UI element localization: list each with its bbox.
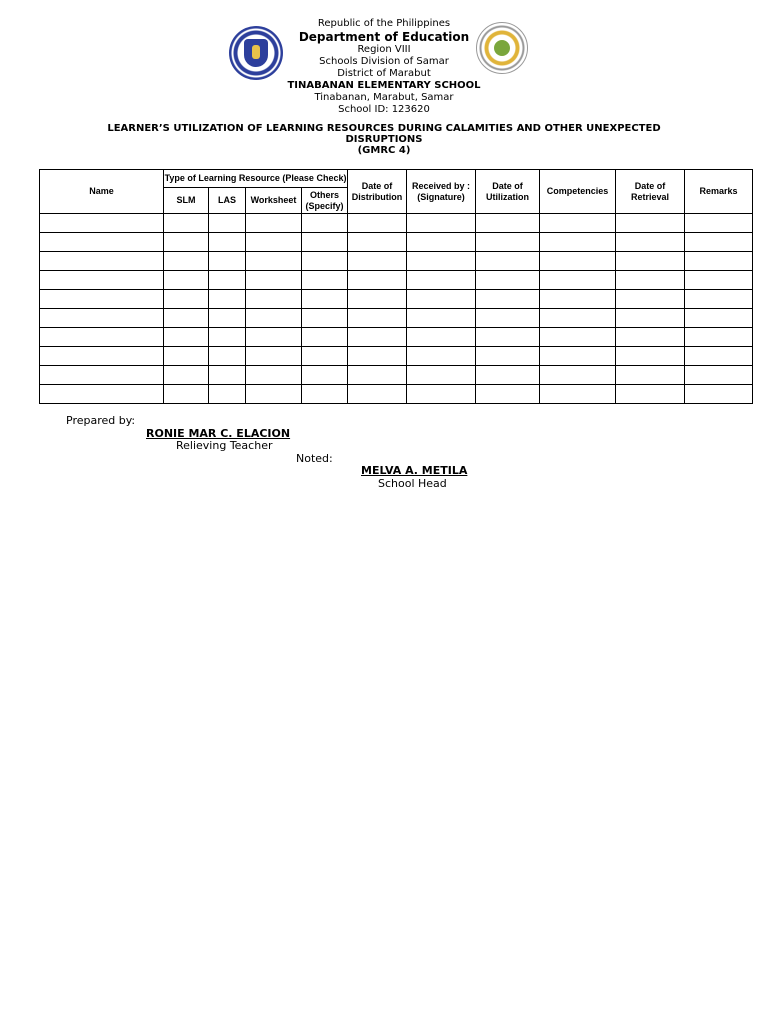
table-cell[interactable]: [685, 347, 753, 366]
table-cell[interactable]: [476, 366, 540, 385]
table-cell[interactable]: [616, 309, 685, 328]
school-head-name: MELVA A. METILA: [361, 464, 468, 477]
table-cell[interactable]: [685, 233, 753, 252]
table-cell[interactable]: [246, 347, 302, 366]
table-cell[interactable]: [348, 385, 407, 404]
table-cell[interactable]: [246, 214, 302, 233]
table-cell[interactable]: [685, 385, 753, 404]
table-cell[interactable]: [616, 385, 685, 404]
table-row: [40, 309, 753, 328]
table-cell[interactable]: [209, 385, 246, 404]
col-date-distribution: Date of Distribution: [348, 170, 407, 214]
table-row: [40, 366, 753, 385]
table-row: [40, 271, 753, 290]
table-row: [40, 385, 753, 404]
table-cell[interactable]: [407, 347, 476, 366]
table-cell[interactable]: [348, 309, 407, 328]
table-cell[interactable]: [302, 328, 348, 347]
letterhead: [0, 18, 768, 116]
table-cell[interactable]: [407, 214, 476, 233]
col-worksheet: Worksheet: [246, 188, 302, 214]
table-cell[interactable]: [40, 328, 164, 347]
table-cell[interactable]: [246, 271, 302, 290]
col-date-retrieval: Date of Retrieval: [616, 170, 685, 214]
table-cell[interactable]: [302, 385, 348, 404]
table-cell[interactable]: [407, 385, 476, 404]
table-cell[interactable]: [616, 271, 685, 290]
school-id: School ID: 123620: [338, 104, 430, 115]
table-row: [40, 328, 753, 347]
table-cell[interactable]: [540, 309, 616, 328]
table-cell[interactable]: [685, 328, 753, 347]
table-cell[interactable]: [540, 366, 616, 385]
table-cell[interactable]: [407, 271, 476, 290]
school-name: TINABANAN ELEMENTARY SCHOOL: [287, 80, 481, 91]
table-cell[interactable]: [348, 214, 407, 233]
table-cell[interactable]: [164, 252, 209, 271]
table-cell[interactable]: [348, 252, 407, 271]
table-cell[interactable]: [164, 347, 209, 366]
col-name: Name: [40, 170, 164, 214]
form-title: [0, 123, 768, 156]
table-cell[interactable]: [40, 290, 164, 309]
table-cell[interactable]: [476, 233, 540, 252]
table-cell[interactable]: [616, 366, 685, 385]
table-cell[interactable]: [685, 290, 753, 309]
table-cell[interactable]: [40, 233, 164, 252]
col-others: Others (Specify): [302, 188, 348, 214]
col-slm: SLM: [164, 188, 209, 214]
col-received-by: Received by : (Signature): [407, 170, 476, 214]
table-cell[interactable]: [246, 328, 302, 347]
table-cell[interactable]: [685, 214, 753, 233]
noted-label: Noted:: [296, 452, 333, 465]
table-cell[interactable]: [407, 252, 476, 271]
table-cell[interactable]: [348, 328, 407, 347]
table-cell[interactable]: [348, 366, 407, 385]
table-cell[interactable]: [407, 366, 476, 385]
table-cell[interactable]: [302, 366, 348, 385]
table-cell[interactable]: [164, 366, 209, 385]
table-cell[interactable]: [164, 385, 209, 404]
table-cell[interactable]: [616, 233, 685, 252]
table-cell[interactable]: [616, 347, 685, 366]
school-address: Tinabanan, Marabut, Samar: [314, 92, 454, 103]
region-line: Region VIII: [357, 44, 411, 55]
table-cell[interactable]: [476, 328, 540, 347]
col-las: LAS: [209, 188, 246, 214]
table-cell[interactable]: [348, 271, 407, 290]
prepared-by-label: Prepared by:: [66, 414, 136, 427]
table-cell[interactable]: [164, 309, 209, 328]
table-cell[interactable]: [40, 252, 164, 271]
table-cell[interactable]: [164, 290, 209, 309]
table-cell[interactable]: [164, 233, 209, 252]
table-cell[interactable]: [209, 309, 246, 328]
table-cell[interactable]: [164, 271, 209, 290]
form-title-line1: LEARNER’S UTILIZATION OF LEARNING RESOURCES DURING CALAMITIES AND OTHER UNEXPECTED: [107, 123, 661, 134]
table-row: [40, 347, 753, 366]
col-date-utilization: Date of Utilization: [476, 170, 540, 214]
table-cell[interactable]: [685, 252, 753, 271]
table-row: [40, 252, 753, 271]
table-cell[interactable]: [407, 328, 476, 347]
table-cell[interactable]: [476, 252, 540, 271]
table-cell[interactable]: [407, 290, 476, 309]
table-cell[interactable]: [209, 366, 246, 385]
table-cell[interactable]: [476, 290, 540, 309]
table-cell[interactable]: [40, 347, 164, 366]
table-cell[interactable]: [246, 233, 302, 252]
table-cell[interactable]: [209, 214, 246, 233]
division-line: Schools Division of Samar: [319, 56, 449, 67]
table-cell[interactable]: [246, 366, 302, 385]
table-cell[interactable]: [407, 233, 476, 252]
table-cell[interactable]: [302, 233, 348, 252]
table-cell[interactable]: [40, 309, 164, 328]
table-cell[interactable]: [209, 347, 246, 366]
table-cell[interactable]: [209, 252, 246, 271]
table-cell[interactable]: [40, 271, 164, 290]
table-cell[interactable]: [616, 290, 685, 309]
department-name: Department of Education: [298, 30, 470, 44]
table-cell[interactable]: [476, 385, 540, 404]
school-head-title: School Head: [378, 477, 447, 490]
table-cell[interactable]: [40, 385, 164, 404]
table-cell[interactable]: [476, 347, 540, 366]
table-cell[interactable]: [209, 328, 246, 347]
table-cell[interactable]: [616, 328, 685, 347]
table-cell[interactable]: [540, 328, 616, 347]
table-cell[interactable]: [164, 328, 209, 347]
table-cell[interactable]: [246, 252, 302, 271]
table-row: [40, 290, 753, 309]
table-cell[interactable]: [540, 233, 616, 252]
table-cell[interactable]: [540, 214, 616, 233]
table-cell[interactable]: [40, 366, 164, 385]
table-cell[interactable]: [476, 309, 540, 328]
table-cell[interactable]: [209, 290, 246, 309]
table-cell[interactable]: [302, 290, 348, 309]
table-cell[interactable]: [246, 385, 302, 404]
preparer-name: RONIE MAR C. ELACION: [146, 427, 291, 440]
preparer-title: Relieving Teacher: [176, 439, 273, 452]
table-cell[interactable]: [407, 309, 476, 328]
col-competencies: Competencies: [540, 170, 616, 214]
table-cell[interactable]: [476, 214, 540, 233]
table-cell[interactable]: [616, 252, 685, 271]
table-cell[interactable]: [685, 271, 753, 290]
table-cell[interactable]: [540, 290, 616, 309]
form-title-line2: DISRUPTIONS: [345, 134, 423, 145]
table-cell[interactable]: [540, 385, 616, 404]
table-cell[interactable]: [209, 271, 246, 290]
table-cell[interactable]: [476, 271, 540, 290]
table-cell[interactable]: [209, 233, 246, 252]
table-cell[interactable]: [348, 233, 407, 252]
table-cell[interactable]: [685, 366, 753, 385]
table-row: [40, 214, 753, 233]
col-remarks: Remarks: [685, 170, 753, 214]
table-cell[interactable]: [302, 271, 348, 290]
table-cell[interactable]: [40, 214, 164, 233]
table-cell[interactable]: [302, 347, 348, 366]
learning-resources-table: [39, 169, 753, 404]
form-code: (GMRC 4): [357, 145, 411, 156]
table-cell[interactable]: [540, 347, 616, 366]
table-cell[interactable]: [348, 290, 407, 309]
table-cell[interactable]: [164, 214, 209, 233]
district-line: District of Marabut: [337, 68, 431, 79]
col-type-group: Type of Learning Resource (Please Check): [164, 170, 348, 188]
table-cell[interactable]: [302, 309, 348, 328]
table-row: [40, 233, 753, 252]
table-cell[interactable]: [685, 309, 753, 328]
table-cell[interactable]: [348, 347, 407, 366]
table-cell[interactable]: [246, 290, 302, 309]
republic-line: Republic of the Philippines: [317, 18, 451, 29]
table-cell[interactable]: [540, 271, 616, 290]
table-cell[interactable]: [540, 252, 616, 271]
table-cell[interactable]: [302, 252, 348, 271]
table-cell[interactable]: [246, 309, 302, 328]
table-cell[interactable]: [302, 214, 348, 233]
table-cell[interactable]: [616, 214, 685, 233]
